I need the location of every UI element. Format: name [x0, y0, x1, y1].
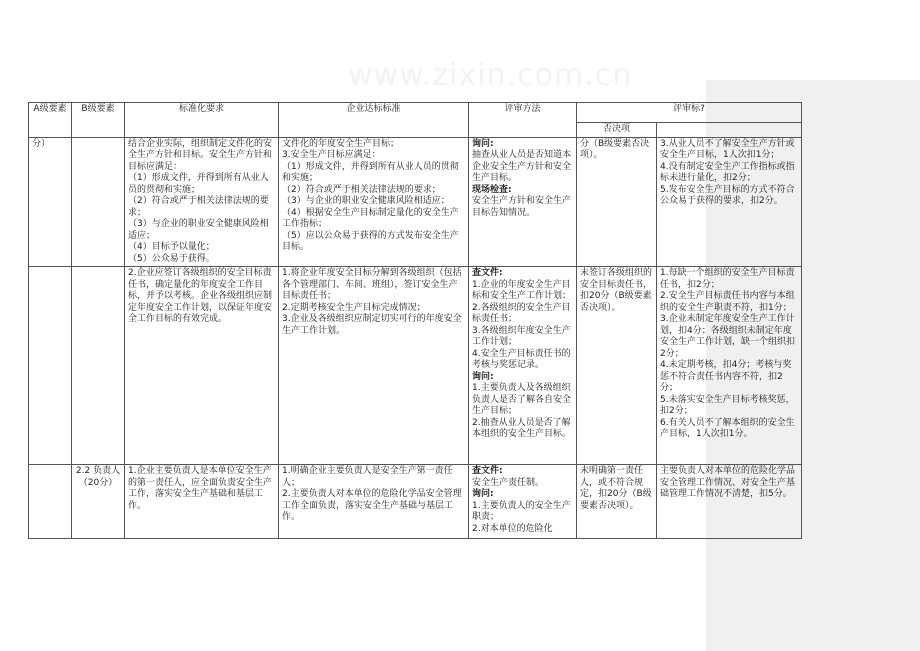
table-row [29, 137, 802, 267]
cell-veto: 未签订各级组织的安全目标责任书，扣20分（B级要素否决项）。 [577, 267, 657, 465]
line: 1.企业的年度安全生产目标和安全生产工作计划； [472, 279, 572, 301]
cell-enterprise-standard [279, 267, 469, 465]
line: （3）与企业的职业安全健康风险相适应； [282, 196, 450, 206]
line: 询问: [472, 489, 494, 499]
header-method: 评审方法 [469, 103, 577, 138]
line: 现场检查: [472, 184, 512, 195]
line: 1.企业主要负责人是本单位安全生产的第一责任人，应全面负责安全生产工作，落实安全生产基础和基层工作。 [128, 466, 273, 511]
line: 查文件: [472, 268, 503, 278]
line: 5.发布安全生产目标的方式不符合公众易于获得的要求，扣2分。 [660, 184, 795, 206]
line: 3.安全生产目标应满足： [282, 150, 381, 160]
cell-standard [125, 137, 279, 267]
line: （2）符合或严于相关法律法规的要求； [282, 184, 441, 195]
line: 2.企业应签订各级组织的安全目标责任书，确定量化的年度安全工作目标，并予以考核。企业各级组织应制定年度安全工作计划，以保证年度安全工作目标的有效完成。 [128, 268, 273, 324]
line: 2.主要负责人对本单位的危险化学品安全管理工作全面负责，落实安全生产基础与基层工作。 [282, 489, 462, 522]
line: 5.未落实安全生产目标考核奖惩，扣2分； [660, 394, 795, 416]
line: （1）形成文件，并得到所有从业人员的贯彻和实施； [128, 173, 269, 195]
line: 4.没有制定安全生产工作指标或指标未进行量化，扣2分； [660, 161, 795, 183]
cell-a: 分） [29, 137, 72, 267]
line: （5）公众易于获得。 [128, 253, 215, 264]
line: （1）形成文件，并得到所有从业人员的贯彻和实施； [282, 161, 459, 183]
line: 6.有关人员不了解本组织的安全生产目标，1人次扣1分。 [660, 417, 795, 439]
header-standard: 标准化要求 [125, 103, 279, 138]
line: 2.对本单位的危险化 [472, 523, 553, 534]
standard-table [28, 102, 802, 539]
line: 安全生产方针和安全生产目标告知情况。 [472, 196, 572, 218]
header-a-element: A级要素 [29, 103, 72, 138]
table-row [29, 465, 802, 539]
line: （2）符合或严于相关法律法规的要求； [128, 196, 269, 218]
line: 询问: [472, 138, 494, 149]
line: 询问: [472, 371, 494, 382]
header-score-blank [657, 123, 802, 138]
cell-method [469, 267, 577, 465]
cell-method [469, 465, 577, 539]
line: 主要负责人对本单位的危险化学品安全管理工作情况、对安全生产基础管理工作情况不清楚，扣5分。 [660, 466, 796, 499]
line: 抽查从业人员是否知道本企业安全生产方针和安全生产目标。 [472, 150, 572, 183]
line: 4.安全生产目标责任书的考核与奖惩记录。 [472, 348, 571, 370]
cell-score [657, 137, 802, 267]
cell-method [469, 137, 577, 267]
line: 安全生产责任制。 [472, 477, 545, 488]
line: 结合企业实际，组织制定文件化的安全生产方针和目标。安全生产方针和目标应满足： [128, 138, 273, 172]
line: 1.每缺一个组织的安全生产目标责任书，扣2分； [660, 268, 795, 290]
header-score: 评审标? [577, 103, 802, 123]
header-enterprise-standard: 企业达标标准 [279, 103, 469, 138]
line: 1.明确企业主要负责人是安全生产第一责任人； [282, 466, 453, 488]
cell-a [29, 465, 72, 539]
line: 3.企业及各级组织应制定切实可行的年度安全生产工作计划。 [282, 314, 462, 336]
line: 1.主要负责人及各级组织负责人是否了解各自安全生产目标； [472, 383, 572, 416]
line: 2.安全生产目标责任书内容与本组织的安全生产职责不符，扣1分； [660, 291, 795, 313]
line: 3.从业人员不了解安全生产方针或安全生产目标，1人次扣1分； [660, 138, 795, 160]
cell-b [72, 137, 125, 267]
cell-enterprise-standard [279, 465, 469, 539]
cell-standard [125, 267, 279, 465]
line: 4.未定期考核，扣4分；考核与奖惩不符合责任书内容不符，扣2分； [660, 360, 792, 393]
line: （3）与企业的职业安全健康风险相适应； [128, 219, 269, 241]
cell-enterprise-standard [279, 137, 469, 267]
line: （4）目标予以量化； [128, 242, 215, 252]
table-row [29, 267, 802, 465]
line: 1.主要负责人的安全生产职责； [472, 500, 571, 522]
line: （5）应以公众易于获得的方式发布安全生产目标。 [282, 230, 459, 252]
watermark-text: www.zixin.com.cn [348, 58, 633, 93]
line: 文件化的年度安全生产目标； [282, 138, 400, 149]
line: 查文件: [472, 466, 503, 476]
cell-standard [125, 465, 279, 539]
line: 3.各级组织年度安全生产工作计划； [472, 325, 571, 347]
line: 1.将企业年度安全目标分解到各级组织（包括各个管理部门、车间、班组），签订安全生产目标责任书； [282, 268, 462, 301]
header-veto: 否决项 [577, 123, 657, 138]
line: 2.抽查从业人员是否了解本组织的安全生产目标。 [472, 417, 572, 439]
cell-b: 2.2 负责人（20分） [72, 465, 125, 539]
cell-score [657, 465, 802, 539]
line: 2.各级组织的安全生产目标责任书； [472, 302, 571, 324]
cell-a [29, 267, 72, 465]
cell-score [657, 267, 802, 465]
cell-veto: 分（B级要素否决项）。 [577, 137, 657, 267]
line: （4）根据安全生产目标制定量化的安全生产工作指标； [282, 207, 459, 229]
line: 3.企业未制定年度安全生产工作计划，扣4分；各级组织未制定年度安全生产工作计划，缺一个组织扣2分； [660, 314, 796, 359]
line: 2.定期考核安全生产目标完成情况； [282, 302, 426, 313]
cell-veto: 未明确第一责任人，或不符合规定，扣20分（B级要素否决项）。 [577, 465, 657, 539]
header-b-element: B级要素 [72, 103, 125, 138]
cell-b [72, 267, 125, 465]
